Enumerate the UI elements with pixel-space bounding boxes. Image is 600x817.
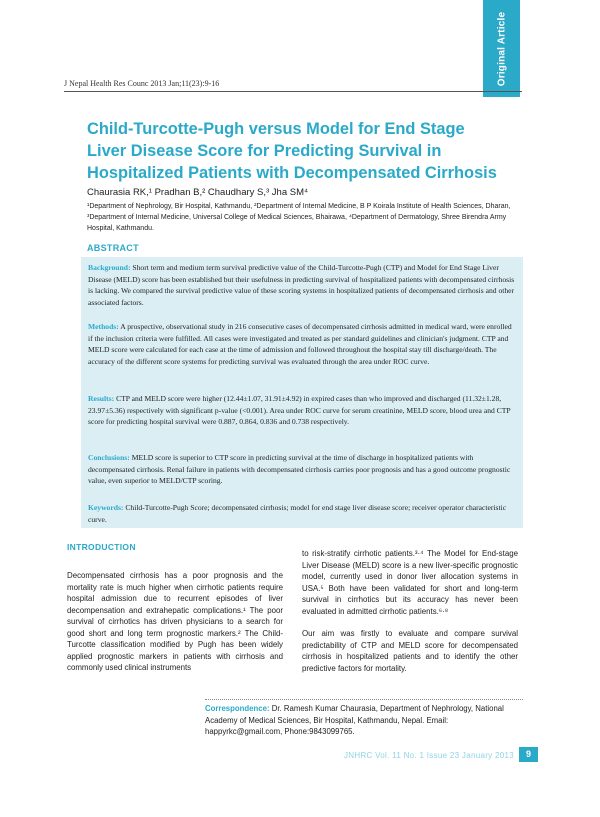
introduction-right-paragraph-1: to risk-stratify cirrhotic patients.³·⁴ The Model for End-stage Liver Disease (MELD) score is a new liver-specific prognostic model, currently used in donor liver allocation systems in USA.⁵ Both have been validated for short and long-term survival in cirrhotics but its accuracy has never been evaluated in admitted cirrhotic patients.⁶·⁸	[302, 549, 518, 616]
article-type-label: Original Article	[496, 11, 507, 86]
abstract-results	[88, 393, 516, 428]
journal-issue-footer: JNHRC Vol. 11 No. 1 Issue 23 January 2013	[343, 751, 514, 760]
page-number: 9	[519, 747, 538, 762]
author-affiliations: ¹Department of Nephrology, Bir Hospital, Kathmandu, ²Department of Internal Medicine, B P Koirala Institute of Health Sciences, Dharan, ³Department of Internal Medicine, Universal College of Medical Sciences, Bhairawa, ⁴Department of Dermatology, Shree Birendra Army Hospital, Kathmandu.	[87, 203, 511, 232]
abstract-methods	[88, 321, 516, 367]
correspondence-note	[205, 703, 523, 738]
results-text: CTP and MELD score were higher (12.44±1.07, 31.91±4.92) in expired cases than who improved and discharged (11.32±1.28, 23.97±5.36) respectively with significant p-value (<0.001). Area under ROC curve for serum creatinine, MELD score, blood urea and CTP score for predicting hospital survival were 0.887, 0.864, 0.836 and 0.738 respectively.	[88, 394, 511, 427]
abstract-conclusions	[88, 452, 516, 487]
background-text: Short term and medium term survival predictive value of the Child-Turcotte-Pugh (CTP) and Model for End Stage Liver Disease (MELD) score has been established but their usefulness in predicting survival of hospitalized patients with decompensated cirrhosis is lacking. We compared the survival predictive value of these scoring systems in hospitalized patients of decompensated cirrhosis and other associated factors.	[88, 263, 515, 307]
conclusions-label: Conclusions:	[88, 453, 130, 462]
background-label: Background:	[88, 263, 131, 272]
keywords-text: Child-Turcotte-Pugh Score; decompensated cirrhosis; model for end stage liver disease score; receiver operator characteristic curve.	[88, 503, 507, 524]
introduction-left-column: Decompensated cirrhosis has a poor prognosis and the mortality rate is much higher when cirrhotic patients require hospital admission due to recurrent episodes of liver decompensation and extrahepatic complications.¹ The poor survival of cirrhotics has driven physicians to a search for good short and long term prognostic markers.² The Child-Turcotte classification modified by Pugh has been widely applied prognostic markers in patients with cirrhosis and commonly used clinical instruments	[67, 571, 283, 672]
conclusions-text: MELD score is superior to CTP score in predicting survival at the time of discharge in hospitalized patients with decompensated cirrhosis. Renal failure in patients with decompensated cirrhosis carries poor prognosis and has a good outcome prognostic value, even superior to MELD/CTP scoring.	[88, 453, 511, 486]
methods-label: Methods:	[88, 322, 119, 331]
article-type-tab	[483, 0, 520, 97]
abstract-heading: ABSTRACT	[87, 243, 139, 253]
introduction-heading: INTRODUCTION	[67, 542, 136, 552]
introduction-right-paragraph-2: Our aim was firstly to evaluate and compare survival predictability of CTP and MELD score for decompensated cirrhosis in hospitalized patients and to identify the other predictive factors for mortality.	[302, 629, 518, 673]
methods-text: A prospective, observational study in 216 consecutive cases of decompensated cirrhosis admitted in medical ward, were enrolled if the inclusion criteria were fulfilled. All cases were investigated and treated as per standard guidelines and clinician's judgment. CTP and MELD score were calculated for each case at the time of admission and followed throughout the hospital stay till discharge/death. The accuracy of the different score systems for predicting survival was evaluated through the area under ROC curve.	[88, 322, 512, 366]
article-title: Child-Turcotte-Pugh versus Model for End Stage Liver Disease Score for Predicting Survival in Hospitalized Patients with Decompensated Cirrhosis	[87, 120, 497, 182]
journal-citation: J Nepal Health Res Counc 2013 Jan;11(23):9-16	[64, 79, 220, 88]
abstract-background	[88, 262, 516, 308]
correspondence-divider	[205, 699, 523, 700]
keywords-label: Keywords:	[88, 503, 124, 512]
results-label: Results:	[88, 394, 115, 403]
header-divider	[64, 91, 522, 92]
correspondence-label: Correspondence:	[205, 704, 270, 713]
abstract-keywords	[88, 502, 516, 525]
author-list: Chaurasia RK,¹ Pradhan B,² Chaudhary S,³ Jha SM⁴	[87, 187, 309, 198]
correspondence-text: Dr. Ramesh Kumar Chaurasia, Department of Nephrology, National Academy of Medical Sciences, Bir Hospital, Kathmandu, Nepal. Email: happyrkc@gmail.com, Phone:9843099765.	[205, 704, 504, 736]
